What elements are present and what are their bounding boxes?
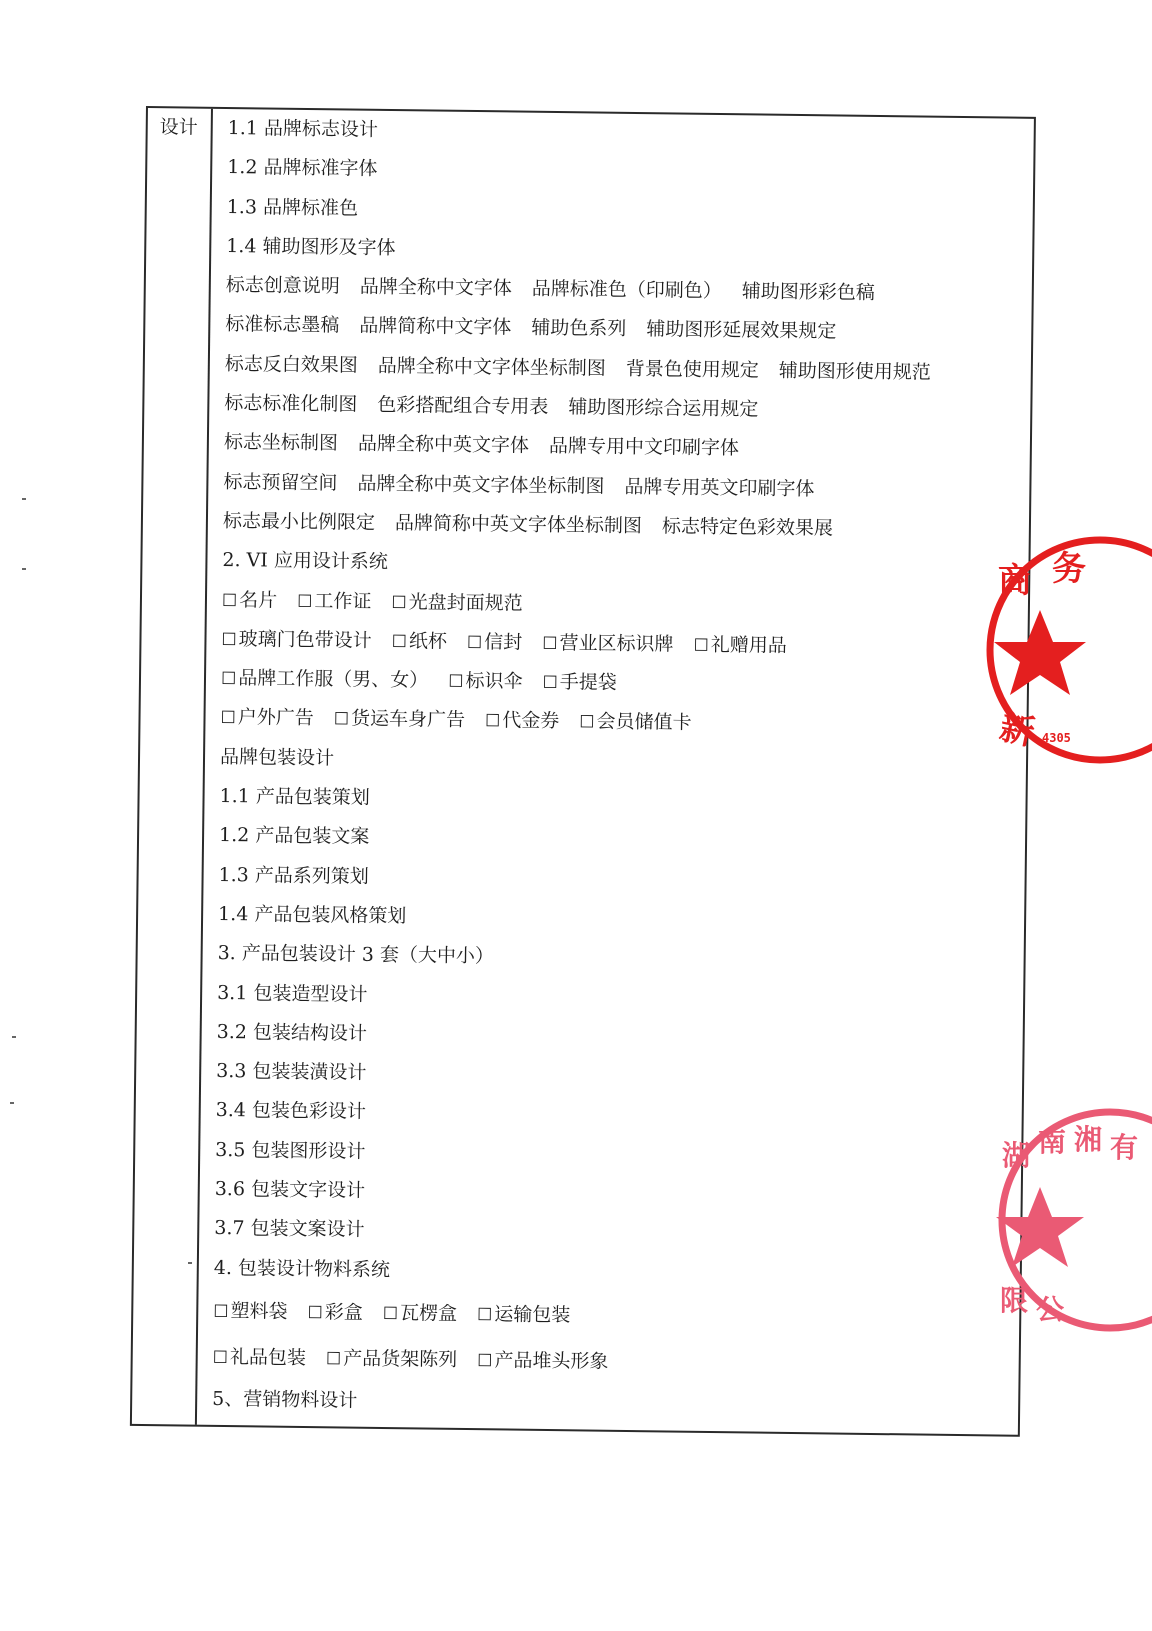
checkbox-item: ☐ 玻璃门色带设计 (221, 620, 372, 662)
content-row: 1.3 品牌标准色 (226, 195, 359, 220)
checkbox-item: ☐ 光盘封面规范 (391, 583, 523, 625)
checkbox-item: ☐ 名片 (222, 581, 278, 622)
list-item: 辅助图形延展效果规定 (646, 318, 837, 343)
checkbox-item: ☐ 纸杯 (391, 622, 447, 663)
checkbox-item: ☐ 产品货架陈列 (326, 1335, 458, 1384)
scan-speck (22, 498, 26, 500)
list-item: 品牌全称中文字体坐标制图 (377, 354, 606, 380)
content-row: 5、营销物料设计 (212, 1387, 358, 1412)
content-row: 3.4 包装色彩设计 (215, 1099, 367, 1124)
checkbox-item: ☐ 彩盒 (307, 1289, 363, 1337)
content-row: 1.3 产品系列策划 (218, 863, 370, 888)
checkbox-item: ☐ 产品堆头形象 (477, 1337, 609, 1386)
seal-b-char-5: 限 (1000, 1284, 1029, 1317)
checkbox-item: ☐ 标识伞 (448, 662, 523, 703)
content-row: 1.4 辅助图形及字体 (226, 234, 396, 259)
list-item: 品牌标准色（印刷色） (531, 277, 722, 303)
list-item: 标志反白效果图 (224, 352, 358, 377)
content-list (212, 109, 1034, 1429)
content-row: 1.2 品牌标准字体 (227, 156, 378, 181)
scan-speck (12, 1036, 16, 1038)
content-row: 1.4 产品包装风格策划 (218, 902, 407, 928)
seal-a-char-2: 务 (1052, 549, 1086, 589)
list-item: 品牌全称中英文字体 (357, 432, 530, 458)
checkbox-item: ☐ 信封 (467, 623, 523, 664)
seal-a-char-1: 商 (998, 561, 1032, 601)
category-label: 设计 (159, 116, 198, 139)
content-row: 4. 包装设计物料系统 (213, 1256, 391, 1281)
list-item: 标志标准化制图 (224, 392, 358, 416)
checkbox-item: ☐ 礼赠用品 (693, 626, 787, 667)
list-item: 色彩搭配组合专用表 (377, 393, 549, 419)
list-item: 标志坐标制图 (223, 431, 339, 455)
content-row: 1.1 产品包装策划 (219, 784, 370, 809)
content-row: 品牌包装设计 (219, 745, 335, 770)
list-item: 辅助图形彩色稿 (741, 280, 875, 305)
seal-b-char-6: 公 (1036, 1293, 1065, 1326)
checkbox-item: ☐ 会员储值卡 (579, 703, 692, 745)
scan-speck (10, 1102, 14, 1104)
list-item: 标志最小比例限定 (222, 509, 376, 534)
checkbox-item: ☐ 运输包装 (477, 1291, 571, 1339)
scan-speck (22, 568, 26, 570)
checkbox-item: ☐ 礼品包装 (212, 1334, 306, 1382)
list-item: 标志创意说明 (225, 274, 340, 298)
list-item: 辅助图形使用规范 (778, 359, 932, 384)
list-item: 辅助图形综合运用规定 (568, 396, 759, 421)
company-seal-b (990, 1105, 1152, 1345)
checkbox-item: ☐ 营业区标识牌 (542, 624, 674, 666)
content-row: 2. VI 应用设计系统 (222, 549, 389, 574)
list-item: 品牌全称中文字体 (359, 275, 512, 300)
content-row: 3.6 包装文字设计 (214, 1177, 366, 1202)
checkbox-item: ☐ 塑料袋 (213, 1288, 288, 1336)
content-row: 3.3 包装装潢设计 (216, 1060, 367, 1084)
seal-b-char-1: 湖 (1002, 1139, 1031, 1172)
content-row: 3.1 包装造型设计 (217, 981, 368, 1006)
seal-b-char-3: 湘 (1074, 1123, 1103, 1156)
checkbox-item: ☐ 品牌工作服（男、女） (221, 659, 429, 702)
checkbox-item: ☐ 货运车身广告 (334, 700, 466, 742)
list-item: 品牌简称中英文字体坐标制图 (394, 512, 643, 538)
checkbox-item: ☐ 瓦楞盒 (383, 1290, 458, 1338)
content-row: 3.2 包装结构设计 (216, 1020, 368, 1045)
content-row: 1.1 品牌标志设计 (227, 117, 379, 141)
content-row: 3. 产品包装设计 3 套（大中小） (217, 942, 495, 968)
checkbox-item: ☐ 代金券 (485, 702, 560, 743)
list-item: 标志特定色彩效果展 (661, 515, 834, 540)
seal-a-star-icon (994, 610, 1086, 695)
checkbox-item: ☐ 工作证 (297, 581, 372, 622)
content-row: 1.2 产品包装文案 (218, 824, 370, 849)
column-divider (195, 109, 213, 1425)
list-item: 品牌专用中文印刷字体 (548, 435, 740, 460)
company-seal-a (980, 530, 1152, 770)
seal-b-char-2: 南 (1038, 1125, 1067, 1158)
content-table (130, 106, 1036, 1437)
list-item: 辅助色系列 (531, 317, 627, 341)
checkbox-item: ☐ 手提袋 (542, 663, 617, 704)
list-item: 品牌专用英文印刷字体 (624, 475, 815, 500)
list-item: 标准标志墨稿 (225, 313, 340, 337)
seal-b-char-4: 有 (1110, 1131, 1139, 1164)
list-item: 背景色使用规定 (625, 357, 759, 382)
list-item: 标志预留空间 (223, 470, 338, 495)
checkbox-item: ☐ 户外广告 (220, 698, 314, 739)
list-item: 品牌全称中英文字体坐标制图 (357, 472, 605, 498)
scan-speck (188, 1262, 192, 1264)
content-row: 3.5 包装图形设计 (215, 1138, 366, 1163)
content-row: 3.7 包装文案设计 (214, 1217, 365, 1242)
content-row (220, 698, 1026, 747)
seal-a-number: 4305 (1042, 731, 1071, 745)
seal-a-char-3: 新 (996, 707, 1038, 754)
list-item: 品牌简称中文字体 (359, 315, 512, 339)
